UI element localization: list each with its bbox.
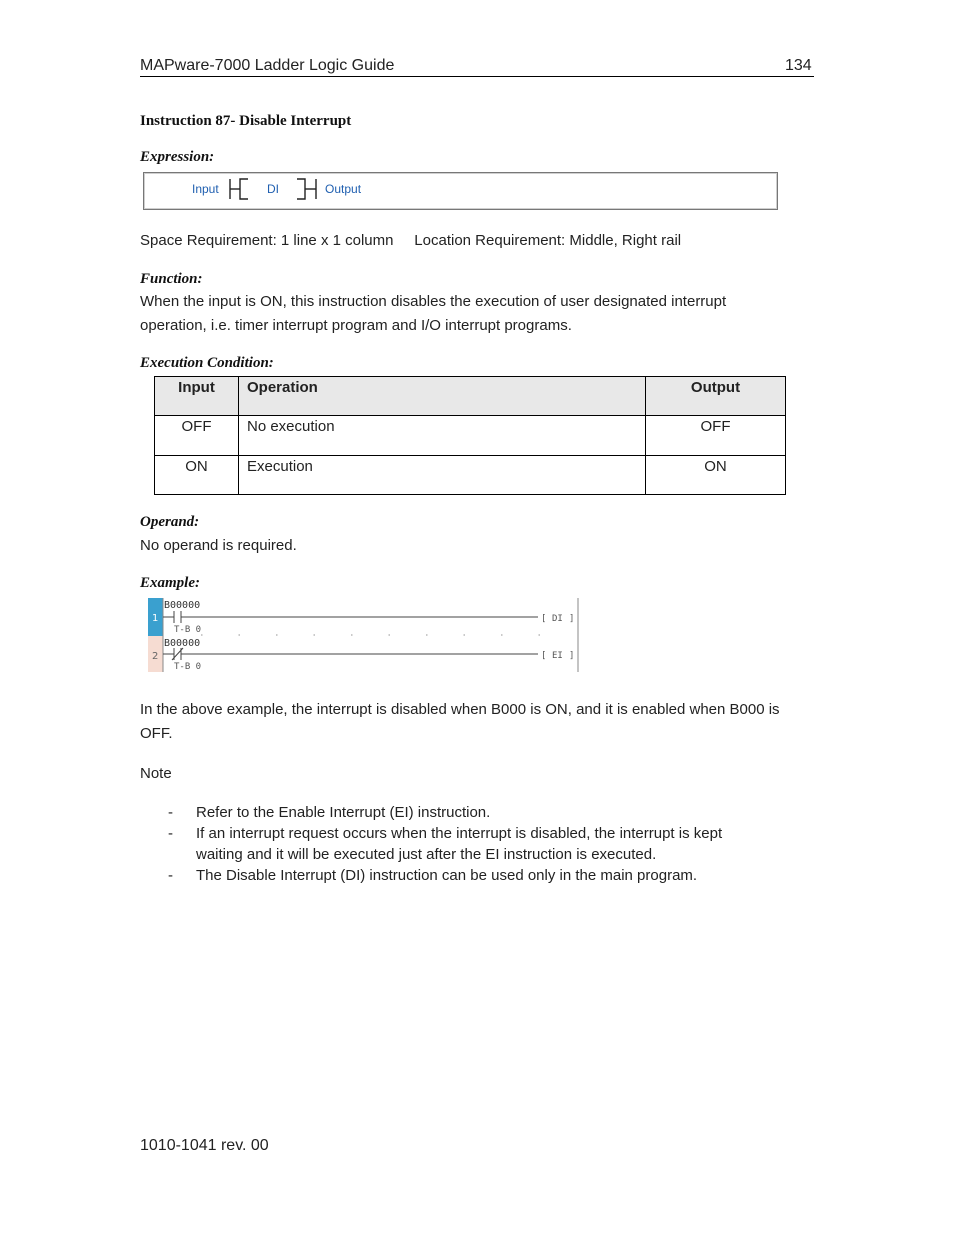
rung-2-coil-open: [ (541, 651, 547, 661)
row-2-output: ON (646, 456, 786, 495)
rung-1-coil-close: ] (569, 614, 575, 624)
rung-1-sub-label: T-B 0 (174, 625, 202, 635)
expression-label: Expression: (140, 149, 215, 165)
header-input: Input (155, 377, 239, 416)
function-line-1: When the input is ON, this instruction disables the execution of user designated interrupt (140, 293, 727, 310)
row-2-operation: Execution (239, 456, 646, 495)
note-item (168, 802, 828, 823)
expression-ladder-svg (144, 173, 777, 209)
note-list (168, 802, 828, 886)
rung-1-contact-label: B00000 (164, 600, 201, 611)
operand-text: No operand is required. (140, 537, 297, 554)
execution-condition-table (154, 376, 786, 495)
note-bullet: - (168, 804, 173, 821)
rung-2-sub-label: T-B 0 (174, 662, 202, 672)
space-requirement: Space Requirement: 1 line x 1 column Location Requirement: Middle, Right rail (140, 232, 682, 249)
expression-instruction-label: DI (267, 182, 279, 196)
expression-output-label: Output (325, 182, 362, 196)
explanation-line-2: OFF. (140, 725, 173, 742)
execution-condition-label: Execution Condition: (140, 355, 274, 371)
header-divider (140, 76, 814, 77)
function-label: Function: (140, 271, 203, 287)
table-row (155, 456, 786, 495)
table-header-row (155, 377, 786, 416)
header-output: Output (646, 377, 786, 416)
header-title: MAPware-7000 Ladder Logic Guide (140, 57, 395, 74)
example-label: Example: (140, 575, 200, 591)
instruction-title: Instruction 87- Disable Interrupt (140, 113, 352, 129)
page-number: 134 (785, 57, 812, 74)
expression-diagram (143, 172, 778, 210)
left-bracket (240, 179, 248, 199)
example-ladder-svg (146, 596, 582, 674)
rung-2-coil-label: EI (552, 651, 563, 661)
operand-label: Operand: (140, 514, 200, 530)
example-ladder-diagram (146, 596, 582, 674)
row-1-output: OFF (646, 416, 786, 456)
rung-1-coil-label: DI (552, 614, 563, 624)
note-item (168, 823, 828, 865)
note-bullet: - (168, 825, 173, 842)
right-bracket (297, 179, 305, 199)
note-bullet: - (168, 867, 173, 884)
rung-2-number: 2 (152, 651, 159, 662)
footer-doc-number: 1010-1041 rev. 00 (140, 1137, 269, 1154)
note-item-2-text-line-2: waiting and it will be executed just after the EI instruction is executed. (196, 846, 657, 863)
note-item (168, 865, 828, 886)
explanation-line-1: In the above example, the interrupt is disabled when B000 is ON, and it is enabled when B000 is (140, 701, 780, 718)
row-1-operation: No execution (239, 416, 646, 456)
note-item-3-text: The Disable Interrupt (DI) instruction can be used only in the main program. (196, 867, 698, 884)
table-row (155, 416, 786, 456)
row-1-input: OFF (155, 416, 239, 456)
rung-2-coil-close: ] (569, 651, 575, 661)
expression-input-label: Input (192, 182, 219, 196)
note-item-1-text: Refer to the Enable Interrupt (EI) instruction. (196, 804, 491, 821)
rung-1-coil-open: [ (541, 614, 547, 624)
row-2-input: ON (155, 456, 239, 495)
rung-2-contact-label: B00000 (164, 638, 201, 649)
header-operation: Operation (239, 377, 646, 416)
note-label: Note (140, 765, 172, 782)
rung-1-number: 1 (152, 613, 159, 624)
function-line-2: operation, i.e. timer interrupt program and I/O interrupt programs. (140, 317, 572, 334)
note-item-2-text-line-1: If an interrupt request occurs when the interrupt is disabled, the interrupt is kept (196, 825, 723, 842)
